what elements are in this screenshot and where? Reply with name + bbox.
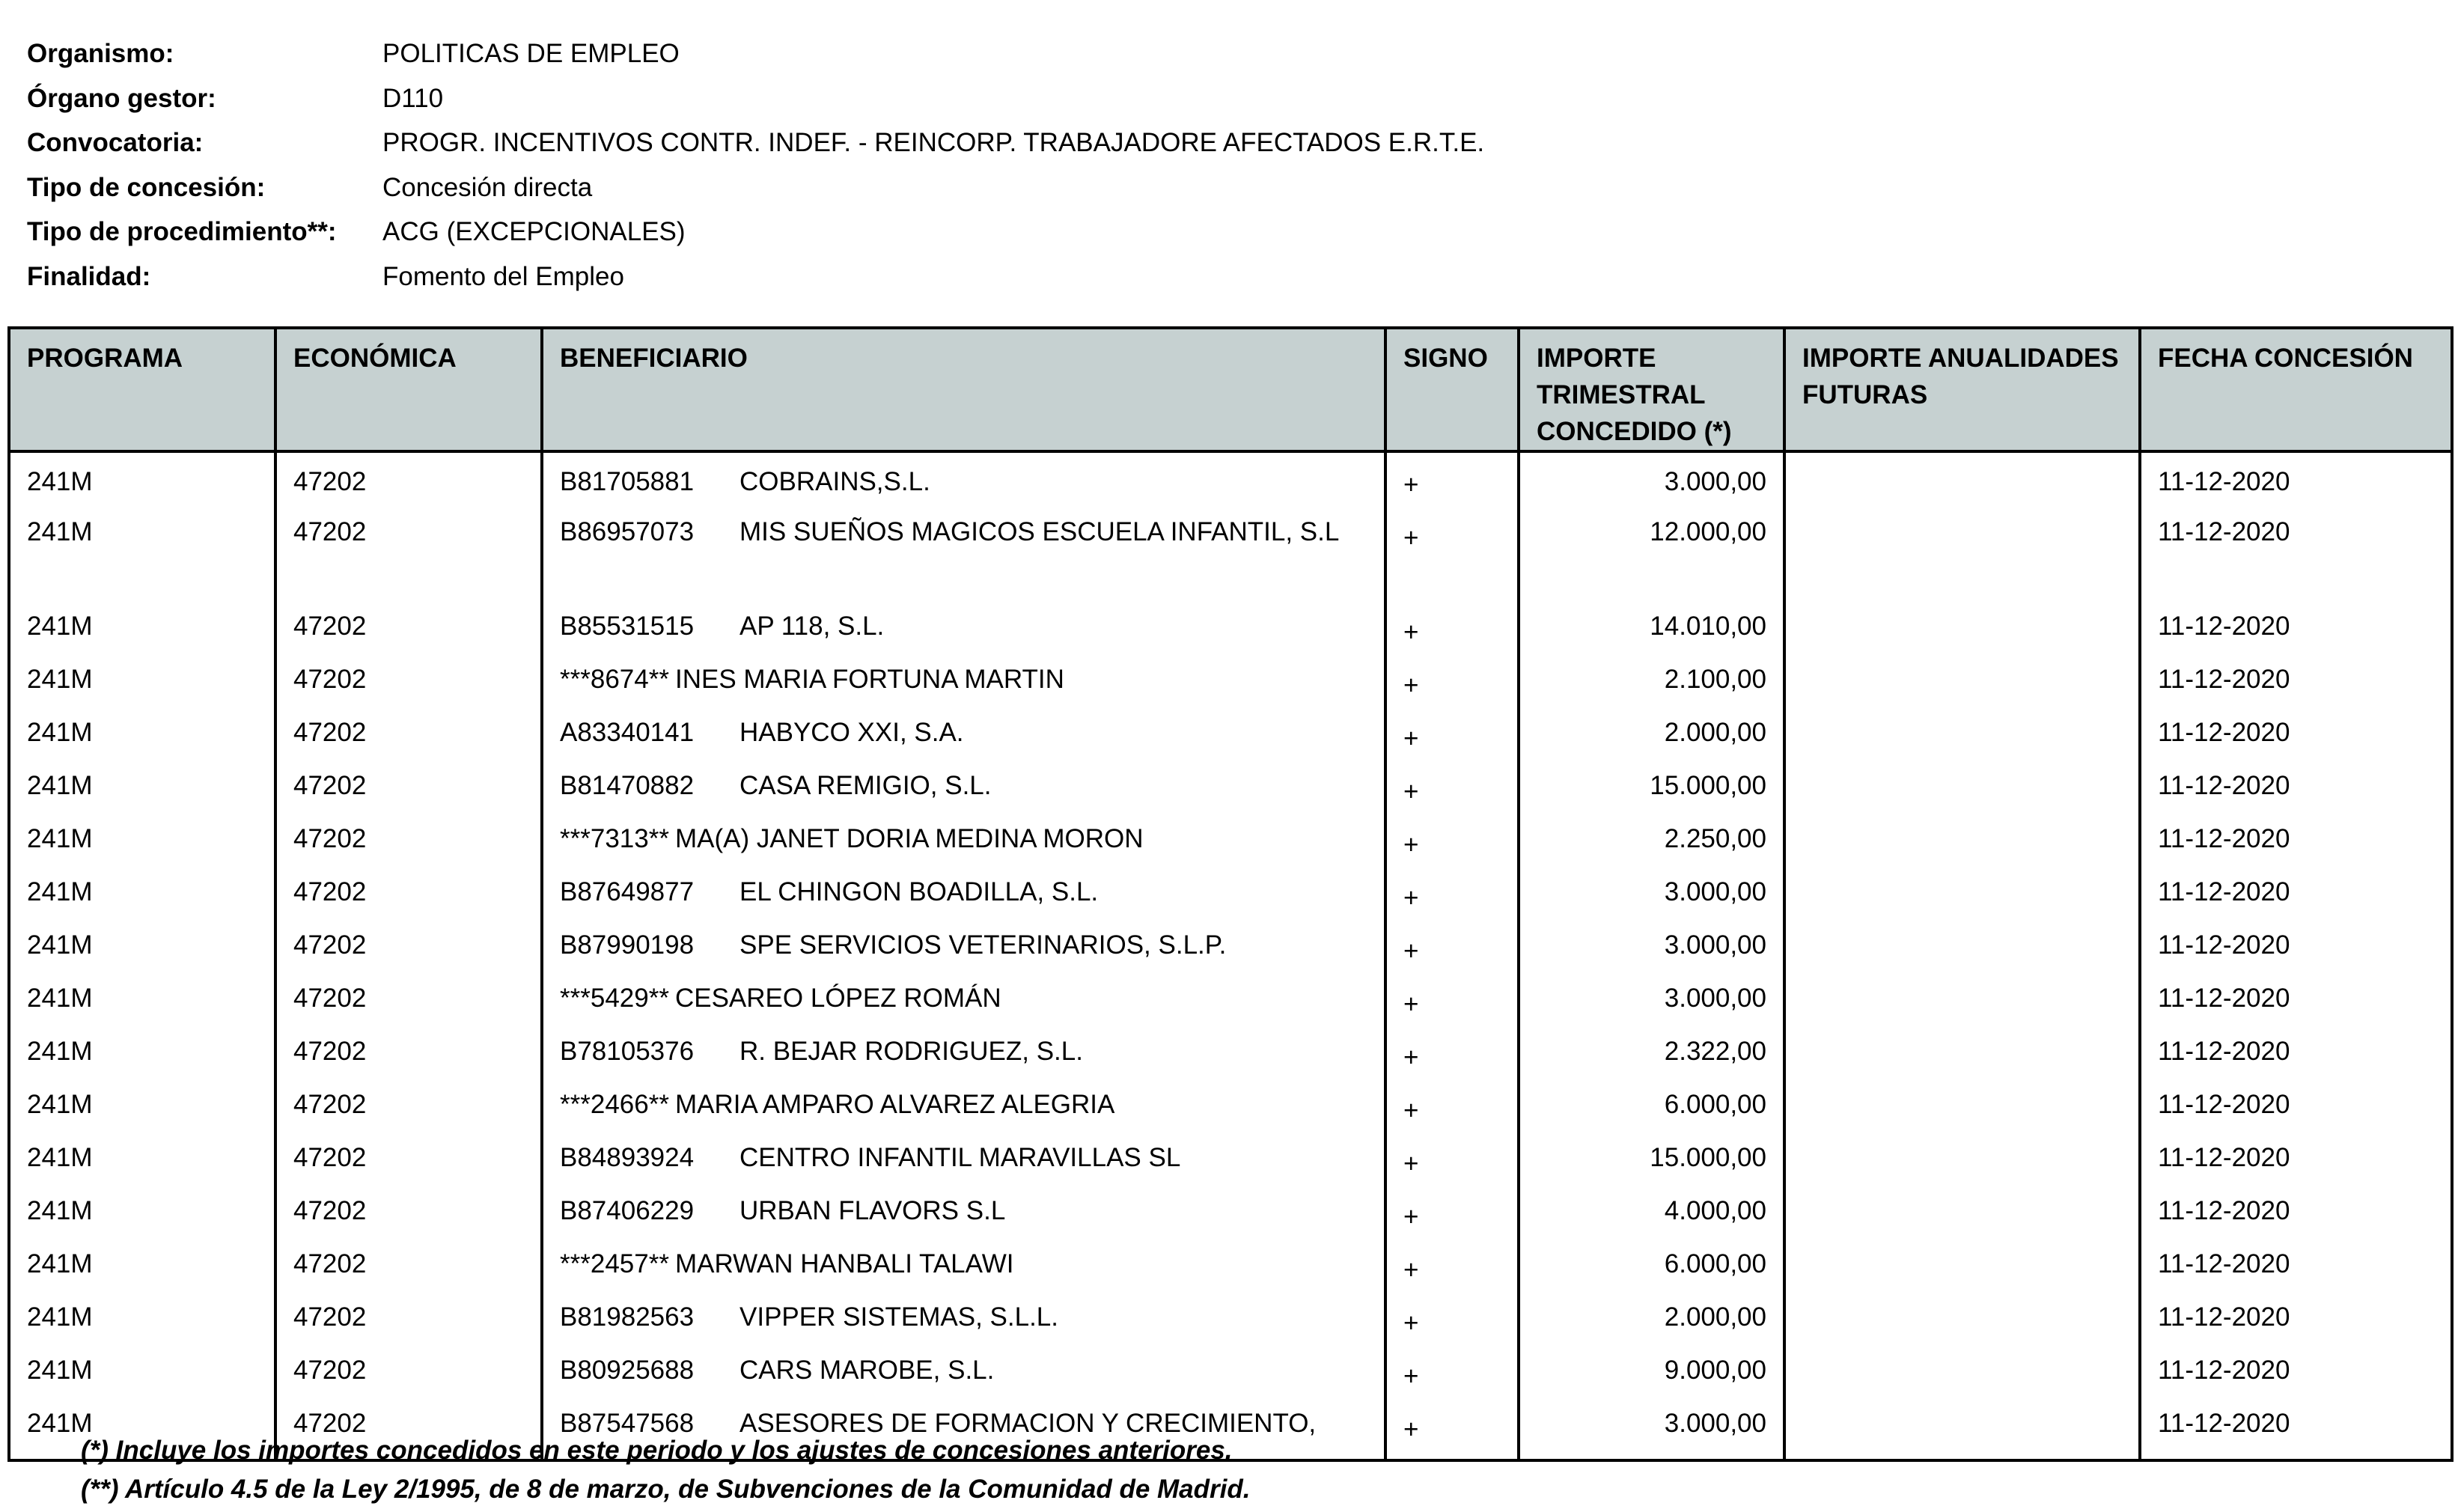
beneficiary-id: B84893924 <box>560 1143 695 1172</box>
beneficiary-name: R. BEJAR RODRIGUEZ, S.L. <box>739 1037 1083 1066</box>
cell-beneficiario <box>542 1025 1385 1079</box>
cell-beneficiario <box>542 813 1385 866</box>
beneficiary-id: B87406229 <box>560 1196 695 1225</box>
cell-signo: + <box>1385 707 1519 760</box>
cell-signo: + <box>1385 866 1519 919</box>
cell-importe-trimestral: 2.250,00 <box>1519 813 1784 866</box>
cell-importe-trimestral: 15.000,00 <box>1519 760 1784 813</box>
cell-importe-trimestral: 4.000,00 <box>1519 1185 1784 1238</box>
beneficiary-id: ***5429** <box>560 984 669 1013</box>
beneficiary-id: B80925688 <box>560 1356 695 1385</box>
cell-beneficiario <box>542 866 1385 919</box>
cell-fecha-concesion: 11-12-2020 <box>2140 1132 2452 1185</box>
cell-economica: 47202 <box>275 1025 542 1079</box>
cell-fecha-concesion: 11-12-2020 <box>2140 653 2452 707</box>
meta-row-tipo-concesion <box>27 165 2422 210</box>
table-row <box>9 1185 2452 1238</box>
table-header <box>9 328 2452 451</box>
cell-fecha-concesion: 11-12-2020 <box>2140 1397 2452 1460</box>
table-row <box>9 1132 2452 1185</box>
meta-row-finalidad <box>27 254 2422 299</box>
table-row <box>9 813 2452 866</box>
cell-fecha-concesion: 11-12-2020 <box>2140 506 2452 600</box>
table-row <box>9 506 2452 600</box>
cell-importe-anualidades <box>1784 506 2140 600</box>
footnote-articulo: (**) Artículo 4.5 de la Ley 2/1995, de 8 de marzo, de Subvenciones de la Comunidad de Madrid. <box>81 1475 1251 1504</box>
document-header <box>27 31 2422 299</box>
meta-label: Finalidad: <box>27 261 151 291</box>
cell-programa: 241M <box>9 866 275 919</box>
cell-economica: 47202 <box>275 1238 542 1291</box>
cell-economica: 47202 <box>275 1291 542 1344</box>
cell-economica: 47202 <box>275 707 542 760</box>
cell-importe-anualidades <box>1784 451 2140 506</box>
cell-importe-anualidades <box>1784 919 2140 972</box>
cell-signo: + <box>1385 1132 1519 1185</box>
meta-row-tipo-procedimiento <box>27 210 2422 254</box>
beneficiary-name: MA(A) JANET DORIA MEDINA MORON <box>674 824 1144 853</box>
beneficiary-id: B85531515 <box>560 612 695 641</box>
table-row <box>9 1079 2452 1132</box>
beneficiary-id: ***2457** <box>560 1249 669 1278</box>
beneficiary-id: ***7313** <box>560 824 669 853</box>
cell-beneficiario <box>542 972 1385 1025</box>
beneficiary-id: B78105376 <box>560 1037 695 1066</box>
meta-row-convocatoria <box>27 121 2422 165</box>
beneficiary-id: B87547568 <box>560 1409 695 1438</box>
cell-importe-anualidades <box>1784 813 2140 866</box>
beneficiary-name: CARS MAROBE, S.L. <box>739 1356 995 1385</box>
cell-fecha-concesion: 11-12-2020 <box>2140 1291 2452 1344</box>
beneficiary-name: URBAN FLAVORS S.L <box>739 1196 1006 1225</box>
cell-programa: 241M <box>9 653 275 707</box>
beneficiary-id: A83340141 <box>560 718 695 747</box>
cell-importe-trimestral: 14.010,00 <box>1519 600 1784 653</box>
cell-economica: 47202 <box>275 600 542 653</box>
beneficiary-id: ***2466** <box>560 1090 669 1119</box>
cell-importe-anualidades <box>1784 653 2140 707</box>
cell-importe-trimestral: 3.000,00 <box>1519 919 1784 972</box>
cell-importe-trimestral: 6.000,00 <box>1519 1238 1784 1291</box>
table-row <box>9 707 2452 760</box>
table-row <box>9 1025 2452 1079</box>
meta-value: Fomento del Empleo <box>382 261 624 291</box>
cell-signo: + <box>1385 1079 1519 1132</box>
cell-beneficiario <box>542 919 1385 972</box>
cell-fecha-concesion: 11-12-2020 <box>2140 451 2452 506</box>
cell-economica: 47202 <box>275 1344 542 1397</box>
cell-beneficiario <box>542 1185 1385 1238</box>
beneficiary-name: AP 118, S.L. <box>739 612 885 641</box>
beneficiary-name: CENTRO INFANTIL MARAVILLAS SL <box>739 1143 1181 1172</box>
meta-value: PROGR. INCENTIVOS CONTR. INDEF. - REINCORP. TRABAJADORE AFECTADOS E.R.T.E. <box>382 128 1485 158</box>
table-row <box>9 972 2452 1025</box>
cell-programa: 241M <box>9 506 275 600</box>
cell-fecha-concesion: 11-12-2020 <box>2140 1025 2452 1079</box>
beneficiary-id: B81982563 <box>560 1302 695 1332</box>
cell-importe-anualidades <box>1784 866 2140 919</box>
beneficiary-name: ASESORES DE FORMACION Y CRECIMIENTO, <box>739 1409 1317 1438</box>
cell-fecha-concesion: 11-12-2020 <box>2140 760 2452 813</box>
cell-signo: + <box>1385 813 1519 866</box>
meta-row-organo-gestor <box>27 76 2422 121</box>
cell-signo: + <box>1385 1238 1519 1291</box>
cell-importe-trimestral: 2.100,00 <box>1519 653 1784 707</box>
column-header-economica: ECONÓMICA <box>275 328 542 451</box>
table-row <box>9 1344 2452 1397</box>
column-header-signo: SIGNO <box>1385 328 1519 451</box>
cell-importe-trimestral: 3.000,00 <box>1519 866 1784 919</box>
cell-programa: 241M <box>9 1185 275 1238</box>
beneficiary-name: MARIA AMPARO ALVAREZ ALEGRIA <box>674 1090 1115 1119</box>
cell-fecha-concesion: 11-12-2020 <box>2140 1079 2452 1132</box>
cell-importe-trimestral: 2.000,00 <box>1519 707 1784 760</box>
cell-programa: 241M <box>9 600 275 653</box>
cell-economica: 47202 <box>275 451 542 506</box>
cell-fecha-concesion: 11-12-2020 <box>2140 707 2452 760</box>
beneficiary-id: B87990198 <box>560 930 695 960</box>
cell-importe-trimestral: 9.000,00 <box>1519 1344 1784 1397</box>
cell-economica: 47202 <box>275 653 542 707</box>
table-row <box>9 760 2452 813</box>
cell-signo: + <box>1385 451 1519 506</box>
cell-beneficiario <box>542 653 1385 707</box>
cell-importe-trimestral: 6.000,00 <box>1519 1079 1784 1132</box>
table-row <box>9 919 2452 972</box>
beneficiary-id: ***8674** <box>560 665 669 694</box>
cell-importe-trimestral: 3.000,00 <box>1519 972 1784 1025</box>
cell-importe-anualidades <box>1784 600 2140 653</box>
column-header-importe-anualidades: IMPORTE ANUALIDADES FUTURAS <box>1784 328 2140 451</box>
cell-beneficiario <box>542 506 1385 600</box>
table-row <box>9 866 2452 919</box>
beneficiary-name: VIPPER SISTEMAS, S.L.L. <box>739 1302 1058 1332</box>
cell-economica: 47202 <box>275 506 542 600</box>
cell-importe-trimestral: 15.000,00 <box>1519 1132 1784 1185</box>
header-row <box>9 328 2452 451</box>
cell-importe-anualidades <box>1784 1397 2140 1460</box>
cell-programa: 241M <box>9 919 275 972</box>
meta-value: Concesión directa <box>382 172 593 202</box>
beneficiary-name: CESAREO LÓPEZ ROMÁN <box>674 984 1001 1013</box>
grants-table <box>7 326 2454 1462</box>
cell-fecha-concesion: 11-12-2020 <box>2140 813 2452 866</box>
cell-programa: 241M <box>9 1397 275 1460</box>
cell-signo: + <box>1385 1344 1519 1397</box>
cell-importe-anualidades <box>1784 1344 2140 1397</box>
meta-label: Tipo de procedimiento**: <box>27 217 337 247</box>
cell-economica: 47202 <box>275 1079 542 1132</box>
table-row <box>9 451 2452 506</box>
cell-importe-trimestral: 12.000,00 <box>1519 506 1784 600</box>
cell-importe-trimestral: 3.000,00 <box>1519 451 1784 506</box>
cell-fecha-concesion: 11-12-2020 <box>2140 972 2452 1025</box>
cell-signo: + <box>1385 760 1519 813</box>
column-header-beneficiario: BENEFICIARIO <box>542 328 1385 451</box>
cell-beneficiario <box>542 1291 1385 1344</box>
cell-programa: 241M <box>9 1238 275 1291</box>
meta-label: Órgano gestor: <box>27 83 216 113</box>
cell-signo: + <box>1385 600 1519 653</box>
cell-fecha-concesion: 11-12-2020 <box>2140 866 2452 919</box>
cell-programa: 241M <box>9 1079 275 1132</box>
cell-importe-anualidades <box>1784 1291 2140 1344</box>
cell-signo: + <box>1385 1025 1519 1079</box>
cell-economica: 47202 <box>275 1185 542 1238</box>
table-row <box>9 653 2452 707</box>
cell-signo: + <box>1385 506 1519 600</box>
cell-beneficiario <box>542 1132 1385 1185</box>
table-row <box>9 1291 2452 1344</box>
cell-importe-anualidades <box>1784 1025 2140 1079</box>
cell-beneficiario <box>542 760 1385 813</box>
cell-fecha-concesion: 11-12-2020 <box>2140 1344 2452 1397</box>
meta-row-organismo <box>27 31 2422 76</box>
beneficiary-id: B87649877 <box>560 877 695 906</box>
cell-programa: 241M <box>9 1025 275 1079</box>
cell-programa: 241M <box>9 707 275 760</box>
cell-signo: + <box>1385 1397 1519 1460</box>
footnote-importes: (*) Incluye los importes concedidos en este periodo y los ajustes de concesiones anteriores. <box>81 1436 1233 1465</box>
cell-importe-anualidades <box>1784 1185 2140 1238</box>
table-row <box>9 1238 2452 1291</box>
table-row <box>9 600 2452 653</box>
column-header-programa: PROGRAMA <box>9 328 275 451</box>
cell-beneficiario <box>542 1238 1385 1291</box>
beneficiary-id: B86957073 <box>560 517 695 546</box>
footnotes <box>81 1431 1250 1509</box>
meta-label: Tipo de concesión: <box>27 172 266 202</box>
cell-signo: + <box>1385 1291 1519 1344</box>
cell-importe-anualidades <box>1784 1132 2140 1185</box>
cell-programa: 241M <box>9 813 275 866</box>
cell-programa: 241M <box>9 1344 275 1397</box>
cell-signo: + <box>1385 653 1519 707</box>
cell-importe-anualidades <box>1784 972 2140 1025</box>
cell-importe-anualidades <box>1784 1238 2140 1291</box>
cell-fecha-concesion: 11-12-2020 <box>2140 1238 2452 1291</box>
column-header-importe-trimestral: IMPORTE TRIMESTRAL CONCEDIDO (*) <box>1519 328 1784 451</box>
meta-value: ACG (EXCEPCIONALES) <box>382 217 686 247</box>
beneficiary-name: MARWAN HANBALI TALAWI <box>674 1249 1014 1278</box>
meta-label: Convocatoria: <box>27 128 204 158</box>
cell-economica: 47202 <box>275 919 542 972</box>
meta-label: Organismo: <box>27 39 174 69</box>
beneficiary-name: EL CHINGON BOADILLA, S.L. <box>739 877 1099 906</box>
cell-importe-anualidades <box>1784 707 2140 760</box>
cell-signo: + <box>1385 972 1519 1025</box>
cell-beneficiario <box>542 451 1385 506</box>
cell-importe-trimestral: 2.000,00 <box>1519 1291 1784 1344</box>
cell-economica: 47202 <box>275 866 542 919</box>
cell-programa: 241M <box>9 1291 275 1344</box>
cell-fecha-concesion: 11-12-2020 <box>2140 600 2452 653</box>
cell-beneficiario <box>542 600 1385 653</box>
cell-signo: + <box>1385 919 1519 972</box>
cell-importe-anualidades <box>1784 1079 2140 1132</box>
cell-programa: 241M <box>9 972 275 1025</box>
meta-value: POLITICAS DE EMPLEO <box>382 39 680 69</box>
column-header-fecha-concesion: FECHA CONCESIÓN <box>2140 328 2452 451</box>
beneficiary-name: INES MARIA FORTUNA MARTIN <box>674 665 1064 694</box>
cell-signo: + <box>1385 1185 1519 1238</box>
cell-economica: 47202 <box>275 813 542 866</box>
cell-economica: 47202 <box>275 972 542 1025</box>
cell-programa: 241M <box>9 451 275 506</box>
cell-beneficiario <box>542 1079 1385 1132</box>
beneficiary-name: COBRAINS,S.L. <box>739 467 930 496</box>
cell-beneficiario <box>542 707 1385 760</box>
beneficiary-name: SPE SERVICIOS VETERINARIOS, S.L.P. <box>739 930 1227 960</box>
table-body <box>9 451 2452 1460</box>
beneficiary-name: CASA REMIGIO, S.L. <box>739 771 992 800</box>
cell-fecha-concesion: 11-12-2020 <box>2140 1185 2452 1238</box>
beneficiary-name: MIS SUEÑOS MAGICOS ESCUELA INFANTIL, S.L <box>739 517 1340 546</box>
cell-economica: 47202 <box>275 1397 542 1460</box>
meta-value: D110 <box>382 83 444 113</box>
cell-economica: 47202 <box>275 760 542 813</box>
cell-importe-trimestral: 3.000,00 <box>1519 1397 1784 1460</box>
cell-economica: 47202 <box>275 1132 542 1185</box>
cell-fecha-concesion: 11-12-2020 <box>2140 919 2452 972</box>
beneficiary-name: HABYCO XXI, S.A. <box>739 718 964 747</box>
cell-importe-anualidades <box>1784 760 2140 813</box>
beneficiary-id: B81470882 <box>560 771 695 800</box>
cell-programa: 241M <box>9 760 275 813</box>
cell-programa: 241M <box>9 1132 275 1185</box>
cell-beneficiario <box>542 1344 1385 1397</box>
beneficiary-id: B81705881 <box>560 467 695 496</box>
cell-importe-trimestral: 2.322,00 <box>1519 1025 1784 1079</box>
